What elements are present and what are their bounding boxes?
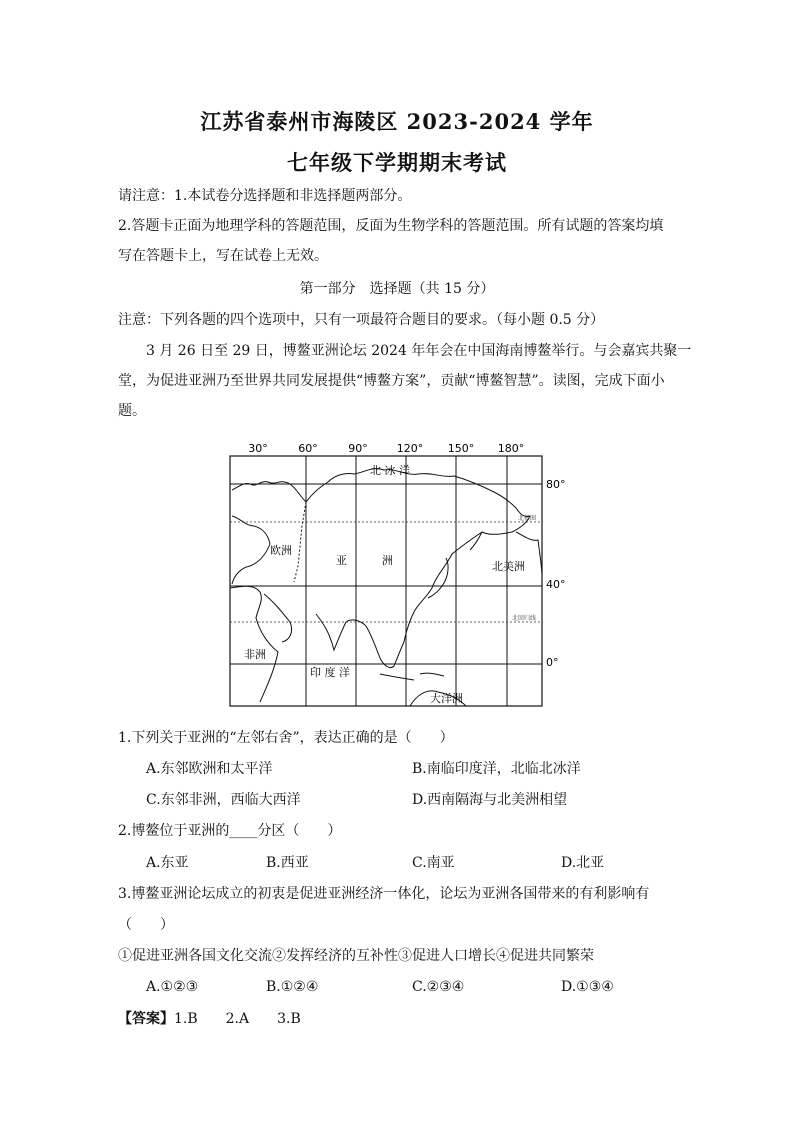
- asia-map: [220, 436, 570, 712]
- question-2-option-b[interactable]: B.西亚: [266, 855, 309, 871]
- lat-label-80: 80°: [546, 478, 566, 491]
- question-1-option-a[interactable]: A.东邻欧洲和太平洋: [146, 761, 273, 777]
- coastlines: [230, 469, 542, 706]
- section-heading: 第一部分 选择题（共 15 分）: [299, 281, 495, 297]
- answer-text: 1.B 2.A 3.B: [174, 1011, 301, 1027]
- lon-label-90: 90°: [348, 442, 368, 455]
- question-2-option-c[interactable]: C.南亚: [412, 855, 455, 871]
- page-title: 江苏省泰州市海陵区 2023-2024 学年: [200, 109, 594, 134]
- question-3-stem-paren: （ ）: [118, 917, 174, 933]
- page-subtitle: 七年级下学期期末考试: [287, 150, 507, 175]
- passage-line-3: 题。: [118, 403, 146, 419]
- question-3-option-b[interactable]: B.①②④: [266, 979, 319, 995]
- instruction-line-2: 2.答题卡正面为地理学科的答题范围，反面为生物学科的答题范围。所有试题的答案均填: [118, 218, 664, 234]
- question-3-statements: ①促进亚洲各国文化交流②发挥经济的互补性③促进人口增长④促进共同繁荣: [118, 948, 594, 964]
- lon-label-120: 120°: [396, 442, 424, 455]
- label-africa: 非洲: [244, 648, 266, 661]
- question-3-stem: 3.博鳌亚洲论坛成立的初衷是促进亚洲经济一体化，论坛为亚洲各国带来的有利影响有: [118, 886, 650, 902]
- section-note: 注意：下列各题的四个选项中，只有一项最符合题目的要求。（每小题 0.5 分）: [118, 312, 605, 328]
- label-arctic-circle: 北极圈: [518, 515, 537, 522]
- question-1-option-b[interactable]: B.南临印度洋，北临北冰洋: [412, 761, 581, 777]
- instruction-line-1: 请注意：1.本试卷分选择题和非选择题两部分。: [118, 188, 412, 204]
- instruction-line-3: 写在答题卡上，写在试卷上无效。: [118, 248, 328, 264]
- question-2-option-a[interactable]: A.东亚: [146, 855, 189, 871]
- question-1-option-c[interactable]: C.东邻非洲，西临大西洋: [146, 792, 301, 808]
- label-asia-1: 亚: [336, 554, 347, 567]
- question-2-option-d[interactable]: D.北亚: [561, 855, 605, 871]
- question-2-stem: 2.博鳌位于亚洲的____分区（ ）: [118, 823, 342, 839]
- label-asia-2: 洲: [382, 554, 393, 567]
- lon-label-180: 180°: [497, 442, 525, 455]
- label-europe: 欧洲: [270, 544, 292, 557]
- answer-line: [118, 1009, 301, 1029]
- passage-line-1: 3 月 26 日至 29 日，博鳌亚洲论坛 2024 年年会在中国海南博鳌举行。与会嘉宾共聚一: [146, 343, 692, 359]
- question-1-stem: 1.下列关于亚洲的“左邻右舍”，表达正确的是（ ）: [118, 730, 454, 746]
- lat-label-0: 0°: [546, 656, 559, 669]
- question-3-option-d[interactable]: D.①③④: [561, 979, 614, 995]
- question-1-option-d[interactable]: D.西南隔海与北美洲相望: [412, 792, 568, 808]
- question-3-option-a[interactable]: A.①②③: [146, 979, 199, 995]
- label-arctic-ocean: 北 冰 洋: [370, 464, 410, 477]
- lon-label-30: 30°: [248, 442, 268, 455]
- label-north-america: 北美洲: [492, 560, 525, 573]
- map-grid: [230, 456, 542, 706]
- label-oceania: 大洋洲: [430, 692, 463, 705]
- label-indian-ocean: 印 度 洋: [310, 666, 350, 679]
- label-tropic: 北回归线: [512, 615, 537, 622]
- lat-label-40: 40°: [546, 578, 566, 591]
- lon-label-150: 150°: [447, 442, 475, 455]
- map-frame: [230, 456, 542, 706]
- passage-line-2: 堂，为促进亚洲乃至世界共同发展提供“博鳌方案”，贡献“博鳌智慧”。读图，完成下面小: [118, 373, 665, 389]
- answer-label: 【答案】: [118, 1011, 174, 1027]
- question-3-option-c[interactable]: C.②③④: [412, 979, 465, 995]
- lon-label-60: 60°: [298, 442, 318, 455]
